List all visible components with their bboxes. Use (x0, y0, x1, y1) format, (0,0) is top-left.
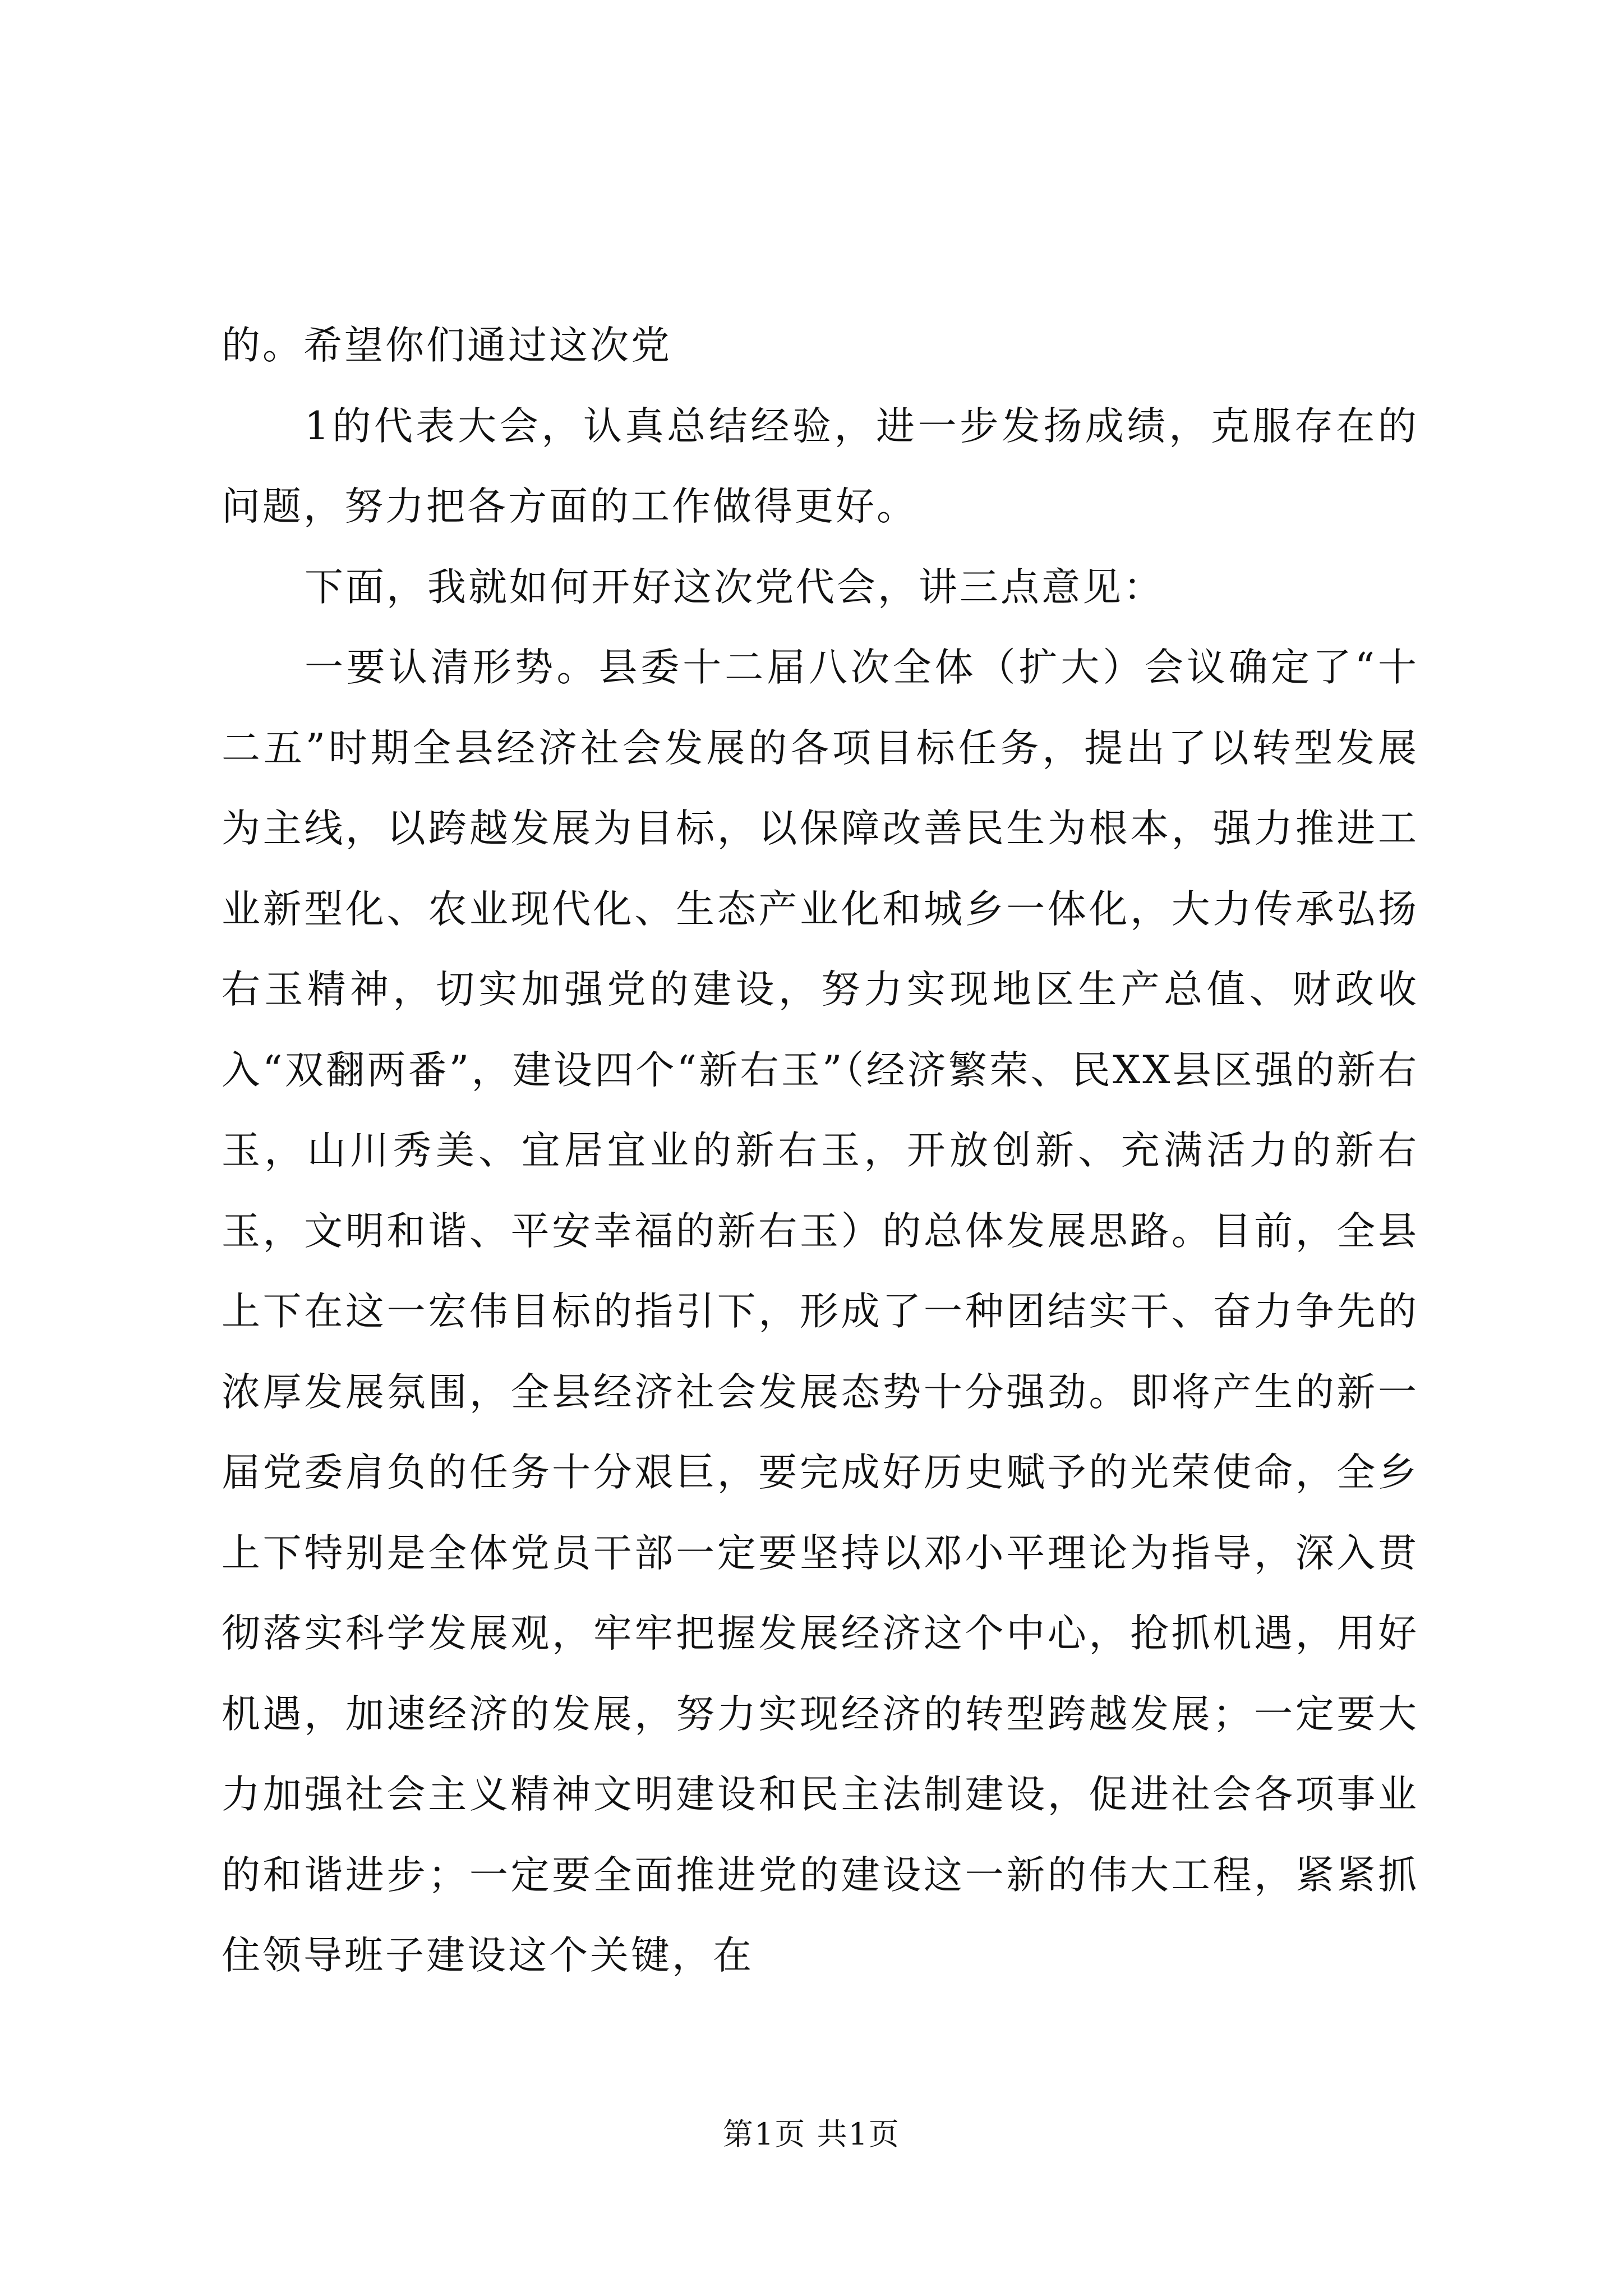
paragraph-three-points-intro: 下面，我就如何开好这次党代会，讲三点意见： (305, 564, 1164, 610)
page-footer: 第1页 共1页 (723, 2116, 900, 2152)
paragraph-congress-summary: 1的代表大会，认真总结经验，进一步发扬成绩，克服存在的问题，努力把各方面的工作做得更好。 (222, 403, 1419, 529)
document-body (222, 306, 1419, 1996)
paragraph-situation: 一要认清形势。县委十二届八次全体（扩大）会议确定了“十二五”时期全县经济社会发展的各项目标任务，提出了以转型发展为主线，以跨越发展为目标，以保障改善民生为根本，强力推进工业新型化、农业现代化、生态产业化和城乡一体化，大力传承弘扬右玉精神，切实加强党的建设，努力实现地区生产总值、财政收入“双翻两番”，建设四个“新右玉”（经济繁荣、民XX县区强的新右玉，山川秀美、宜居宜业的新右玉，开放创新、充满活力的新右玉，文明和谐、平安幸福的新右玉）的总体发展思路。目前，全县上下在这一宏伟目标的指引下，形成了一种团结实干、奋力争先的浓厚发展氛围，全县经济社会发展态势十分强劲。即将产生的新一届党委肩负的任务十分艰巨，要完成好历史赋予的光荣使命，全乡上下特别是全体党员干部一定要坚持以邓小平理论为指导，深入贯彻落实科学发展观，牢牢把握发展经济这个中心，抢抓机遇，用好机遇，加速经济的发展，努力实现经济的转型跨越发展；一定要大力加强社会主义精神文明建设和民主法制建设，促进社会各项事业的和谐进步；一定要全面推进党的建设这一新的伟大工程，紧紧抓住领导班子建设这个关键，在 (222, 645, 1419, 1978)
paragraph-continuation: 的。希望你们通过这次党 (222, 323, 672, 368)
